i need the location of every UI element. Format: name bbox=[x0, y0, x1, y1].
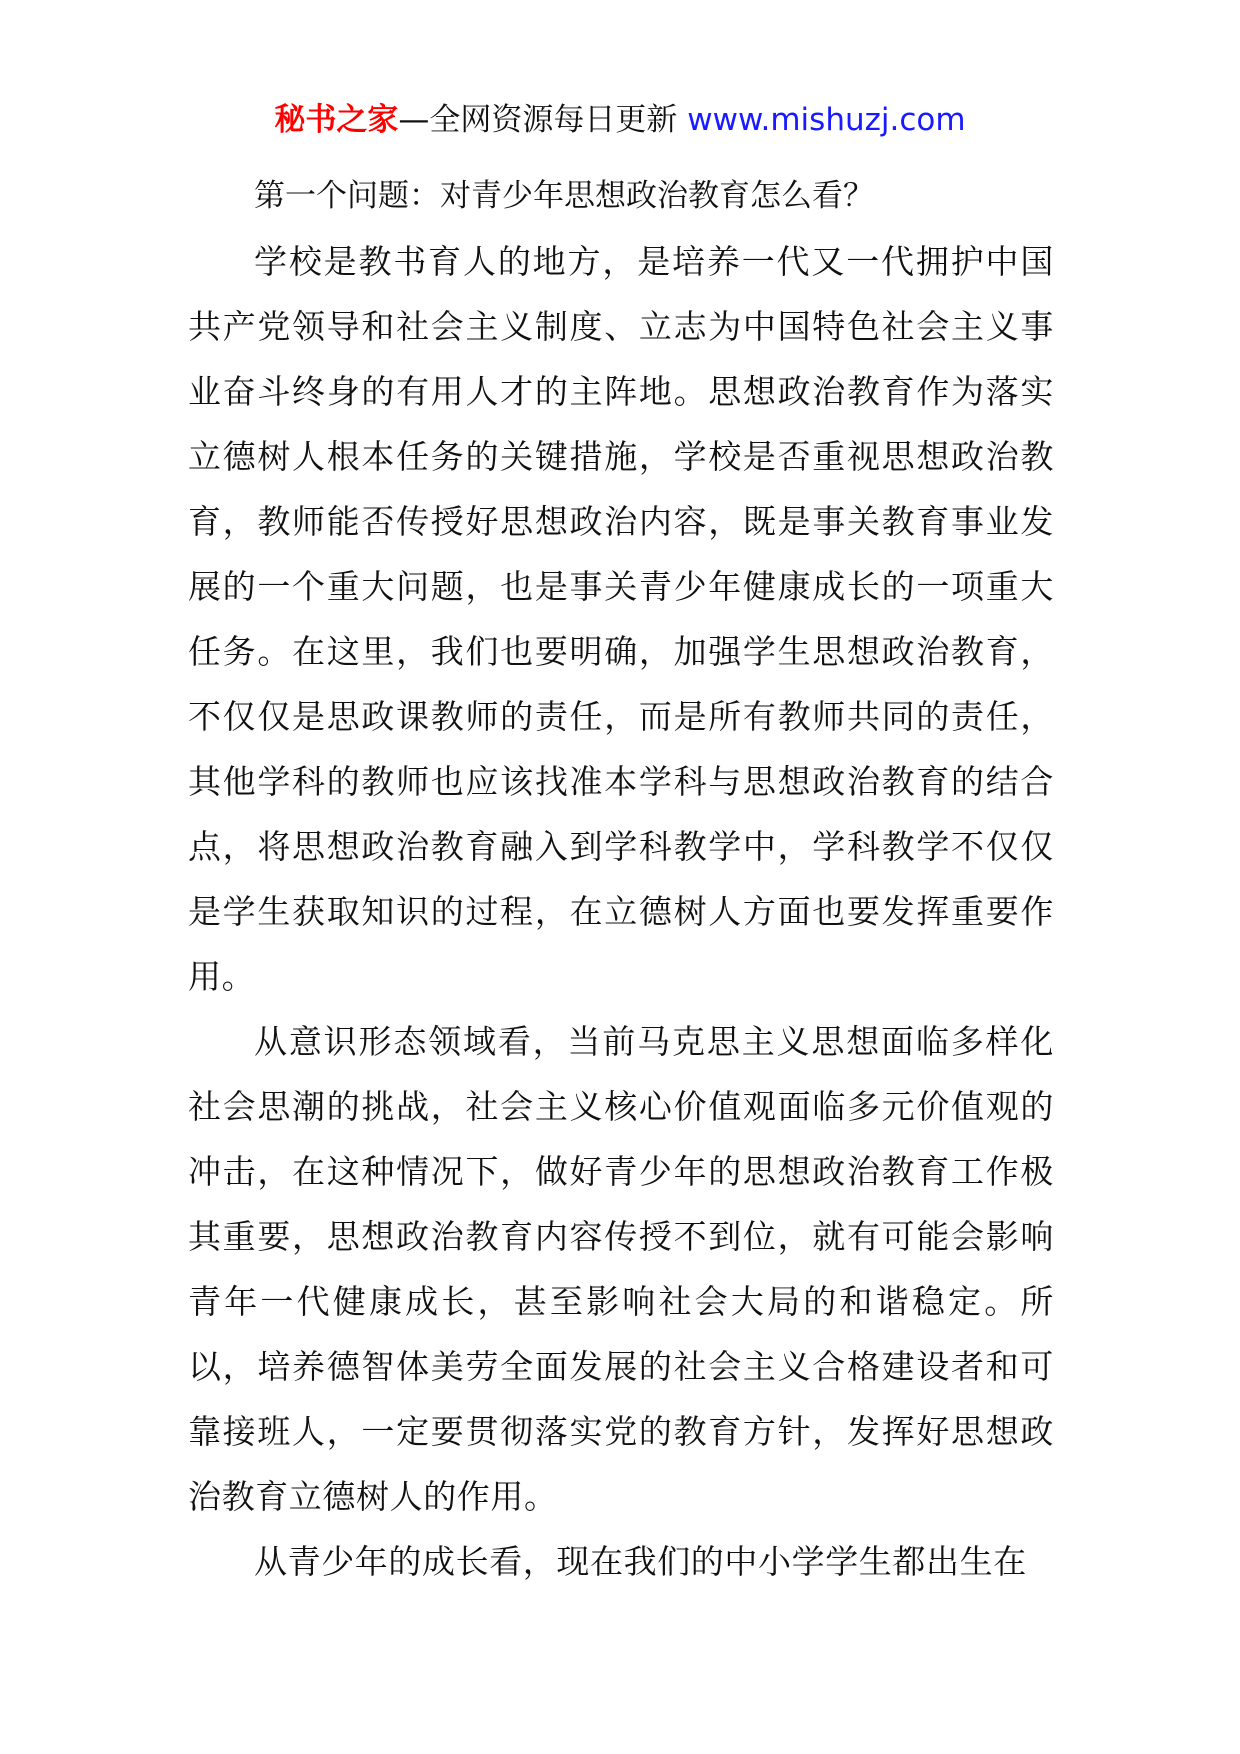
paragraph-ideology-field: 从意识形态领域看，当前马克思主义思想面临多样化社会思潮的挑战，社会主义核心价值观面临多元价值观的冲击，在这种情况下，做好青少年的思想政治教育工作极其重要，思想政治教育内容传授不到位，就有可能会影响青年一代健康成长，甚至影响社会大局的和谐稳定。所以，培养德智体美劳全面发展的社会主义合格建设者和可靠接班人，一定要贯彻落实党的教育方针，发挥好思想政治教育立德树人的作用。 bbox=[188, 1022, 1054, 1516]
paragraph-school-role: 学校是教书育人的地方，是培养一代又一代拥护中国共产党领导和社会主义制度、立志为中国特色社会主义事业奋斗终身的有用人才的主阵地。思想政治教育作为落实立德树人根本任务的关键措施，学校是否重视思想政治教育，教师能否传授好思想政治内容，既是事关教育事业发展的一个重大问题，也是事关青少年健康成长的一项重大任务。在这里，我们也要明确，加强学生思想政治教育，不仅仅是思政课教师的责任，而是所有教师共同的责任，其他学科的教师也应该找准本学科与思想政治教育的结合点，将思想政治教育融入到学科教学中，学科教学不仅仅是学生获取知识的过程，在立德树人方面也要发挥重要作用。 bbox=[188, 242, 1054, 996]
brand-name: 秘书之家 bbox=[274, 102, 399, 138]
brand-slogan: —全网资源每日更新 bbox=[398, 102, 678, 138]
document-body bbox=[188, 164, 1054, 1594]
site-url-link[interactable]: www.mishuzj.com bbox=[687, 102, 966, 138]
question-heading: 第一个问题：对青少年思想政治教育怎么看？ bbox=[254, 178, 874, 214]
paragraph-youth-growth: 从青少年的成长看，现在我们的中小学学生都出生在 bbox=[254, 1542, 1027, 1581]
watermark-header bbox=[0, 100, 1240, 140]
